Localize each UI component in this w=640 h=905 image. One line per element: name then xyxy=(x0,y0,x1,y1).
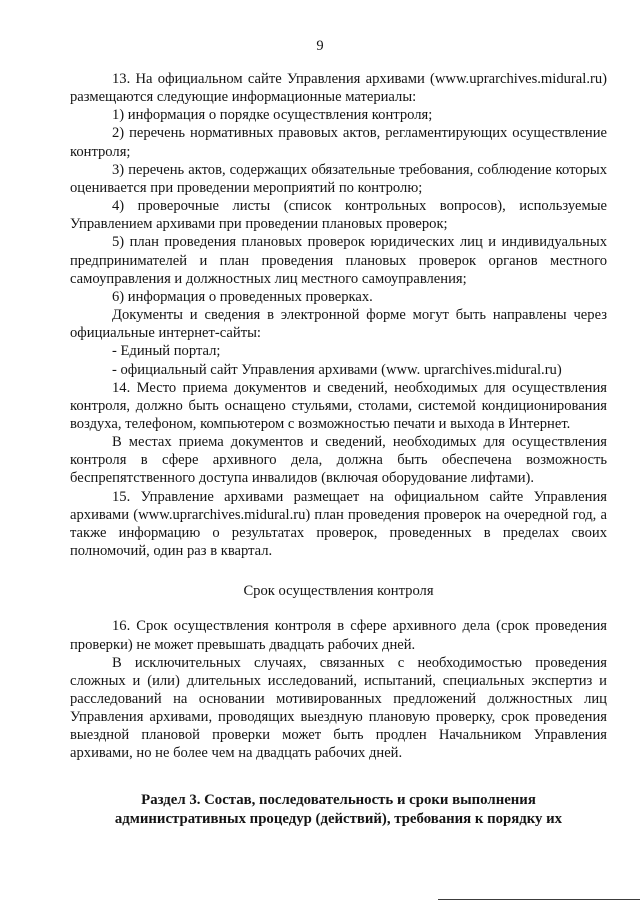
paragraph-13: 13. На официальном сайте Управления архивами (www.uprarchives.midural.ru) размещаются следующие информационные материалы: xyxy=(70,71,607,106)
subheading: Срок осуществления контроля xyxy=(243,583,434,600)
paragraph-16-exception: В исключительных случаях, связанных с необходимостью проведения сложных и (или) длительных исследований, испытаний, специальных экспертиз и расследований на основании мотивированных предложений должностных лиц Управления архивами, проводящих выездную плановую проверку, срок проведения выездной плановой проверки может быть продлен Начальником Управления архивами, но не более чем на двадцать рабочих дней. xyxy=(70,654,607,762)
list-item-4: 4) проверочные листы (список контрольных вопросов), используемые Управлением архивами при проведении плановых проверок; xyxy=(70,198,607,233)
list-item-6: 6) информация о проведенных проверках. xyxy=(112,288,373,305)
dash-item-site: - официальный сайт Управления архивами (www. uprarchives.midural.ru) xyxy=(112,361,562,378)
paragraph-15: 15. Управление архивами размещает на официальном сайте Управления архивами (www.uprarchives.midural.ru) план проведения проверок на очередной год, а также информацию о результатах проверок, проведенных в пределах своих полномочий, один раз в квартал. xyxy=(70,488,607,560)
section-heading-line1: Раздел 3. Состав, последовательность и сроки выполнения xyxy=(141,791,536,808)
paragraph-14-accessibility: В местах приема документов и сведений, необходимых для осуществления контроля в сфере архивного дела, должна быть обеспечена возможность беспрепятственного доступа инвалидов (включая оборудование лифтами). xyxy=(70,434,607,487)
list-item-3: 3) перечень актов, содержащих обязательные требования, соблюдение которых оценивается при проведении мероприятий по контролю; xyxy=(70,161,607,196)
section-heading-line2: административных процедур (действий), требования к порядку их xyxy=(114,810,563,827)
dash-item-portal: - Единый портал; xyxy=(112,343,221,360)
page-number: 9 xyxy=(316,38,324,54)
page-edge-rule xyxy=(438,899,640,900)
document-body xyxy=(70,70,607,829)
section-heading xyxy=(70,791,607,829)
paragraph-16: 16. Срок осуществления контроля в сфере архивного дела (срок проведения проверки) не может превышать двадцать рабочих дней. xyxy=(70,618,607,653)
paragraph-14: 14. Место приема документов и сведений, необходимых для осуществления контроля, должно быть оснащено стульями, столами, системой кондиционирования воздуха, телефоном, компьютером с возможностью печати и выхода в Интернет. xyxy=(70,379,607,432)
list-item-2: 2) перечень нормативных правовых актов, регламентирующих осуществление контроля; xyxy=(70,125,607,160)
list-item-5: 5) план проведения плановых проверок юридических лиц и индивидуальных предпринимателей и план проведения плановых проверок органов местного самоуправления и должностных лиц местного самоуправления; xyxy=(70,234,607,287)
list-item-1: 1) информация о порядке осуществления контроля; xyxy=(112,107,433,124)
electronic-docs-paragraph: Документы и сведения в электронной форме могут быть направлены через официальные интернет-сайты: xyxy=(70,307,607,342)
